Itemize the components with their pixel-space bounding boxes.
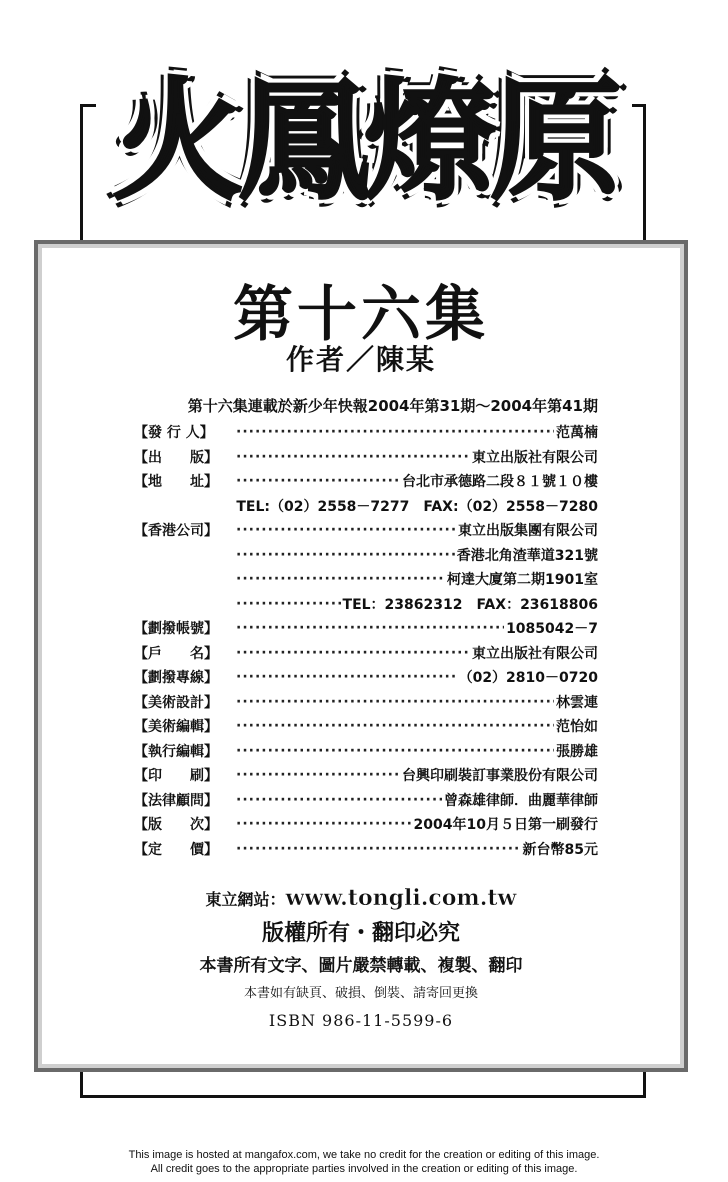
website-label: 東立網站： bbox=[205, 890, 286, 909]
dot-leader bbox=[236, 669, 457, 685]
credit-label: 【印 刷】 bbox=[134, 768, 218, 785]
dot-leader bbox=[236, 547, 455, 563]
dot-leader bbox=[236, 792, 442, 808]
credit-label: 【美術編輯】 bbox=[134, 719, 218, 736]
credit-row-hk-address-2 bbox=[134, 567, 598, 592]
credit-row-phone bbox=[134, 494, 598, 519]
credit-label: 【發 行 人】 bbox=[134, 425, 214, 442]
dot-leader bbox=[236, 694, 554, 710]
credit-label: 【劃撥專線】 bbox=[134, 670, 218, 687]
credit-value: 柯達大廈第二期1901室 bbox=[447, 572, 598, 589]
credit-label: 【出 版】 bbox=[134, 449, 218, 466]
credit-row-publisher bbox=[134, 420, 598, 445]
credit-value: 范怡如 bbox=[556, 719, 598, 736]
credit-label: 【執行編輯】 bbox=[134, 743, 218, 760]
credits-list bbox=[134, 420, 598, 861]
serialization-note: 第十六集連載於新少年快報2004年第31期～2004年第41期 bbox=[187, 397, 598, 415]
credit-row-account-name bbox=[134, 641, 598, 666]
credit-label: 【美術設計】 bbox=[134, 694, 218, 711]
credit-row-press bbox=[134, 445, 598, 470]
credit-value: 東立出版社有限公司 bbox=[472, 449, 598, 466]
dot-leader bbox=[236, 620, 504, 636]
credit-label: 【法律顧問】 bbox=[134, 792, 218, 809]
credit-value: 香港北角渣華道321號 bbox=[456, 547, 598, 564]
dot-leader bbox=[236, 718, 554, 734]
reproduction-notice: 本書所有文字、圖片嚴禁轉載、複製、翻印 bbox=[199, 956, 523, 976]
credit-row-art-design bbox=[134, 690, 598, 715]
volume-title: 第十六集 bbox=[233, 280, 489, 350]
credit-label: 【劃撥帳號】 bbox=[134, 621, 218, 638]
return-notice: 本書如有缺頁、破損、倒裝、請寄回更換 bbox=[243, 986, 478, 1001]
credit-row-address bbox=[134, 469, 598, 494]
isbn: ISBN 986-11-5599-6 bbox=[268, 1011, 454, 1030]
credit-value: 曾森雄律師．曲麗華律師 bbox=[444, 792, 598, 809]
credit-row-price bbox=[134, 837, 598, 862]
credit-label: 【戶 名】 bbox=[134, 645, 218, 662]
series-title: 火鳳燎原 bbox=[112, 65, 616, 219]
hosting-credit-footer bbox=[0, 1148, 728, 1176]
credit-value: 1085042－7 bbox=[506, 621, 598, 638]
credit-row-exec-editor bbox=[134, 739, 598, 764]
credit-row-hk-company bbox=[134, 518, 598, 543]
copyright-notice: 版權所有・翻印必究 bbox=[261, 920, 460, 946]
website-line bbox=[38, 884, 684, 914]
footer-line-1: This image is hosted at mangafox.com, we take no credit for the creation or editing of this image. bbox=[128, 1149, 600, 1161]
credit-value: 張勝雄 bbox=[556, 743, 598, 760]
credit-value: TEL:（02）2558－7277 FAX:（02）2558－7280 bbox=[236, 498, 598, 515]
credit-row-legal bbox=[134, 788, 598, 813]
dot-leader bbox=[236, 571, 445, 587]
credit-row-transfer-line bbox=[134, 665, 598, 690]
credit-value: 新台幣85元 bbox=[522, 841, 598, 858]
credits-card bbox=[34, 240, 688, 1072]
credit-value: TEL：23862312 FAX：23618806 bbox=[342, 596, 598, 613]
credit-row-hk-phone bbox=[134, 592, 598, 617]
dot-leader bbox=[236, 645, 470, 661]
credit-value: 東立出版社有限公司 bbox=[472, 645, 598, 662]
credit-value: 范萬楠 bbox=[556, 425, 598, 442]
dot-leader bbox=[236, 743, 554, 759]
dot-leader bbox=[236, 596, 341, 612]
credit-value: （02）2810－0720 bbox=[458, 670, 598, 687]
dot-leader bbox=[236, 816, 412, 832]
credit-value: 台興印刷裝訂事業股份有限公司 bbox=[402, 768, 598, 785]
credit-label: 【定 價】 bbox=[134, 841, 218, 858]
footer-line-2: All credit goes to the appropriate parties involved in the creation or editing of this image. bbox=[150, 1163, 578, 1175]
credit-value: 東立出版集團有限公司 bbox=[458, 523, 598, 540]
dot-leader bbox=[236, 841, 521, 857]
credit-row-art-editor bbox=[134, 714, 598, 739]
dot-leader bbox=[236, 522, 456, 538]
credit-row-transfer-account bbox=[134, 616, 598, 641]
credit-row-hk-address-1 bbox=[134, 543, 598, 568]
credit-label: 【版 次】 bbox=[134, 817, 218, 834]
website-link[interactable]: www.tongli.com.tw bbox=[285, 885, 517, 911]
credit-value: 台北市承德路二段８１號１０樓 bbox=[402, 474, 598, 491]
credit-label: 【地 址】 bbox=[134, 474, 218, 491]
dot-leader bbox=[236, 767, 400, 783]
author-line: 作者／陳某 bbox=[285, 343, 436, 376]
title-band bbox=[96, 40, 632, 240]
dot-leader bbox=[236, 449, 470, 465]
credit-value: 2004年10月５日第一刷發行 bbox=[413, 817, 598, 834]
credit-row-edition bbox=[134, 812, 598, 837]
credit-label: 【香港公司】 bbox=[134, 523, 218, 540]
dot-leader bbox=[236, 424, 554, 440]
credit-value: 林雲連 bbox=[556, 694, 598, 711]
dot-leader bbox=[236, 473, 400, 489]
credit-row-printer bbox=[134, 763, 598, 788]
